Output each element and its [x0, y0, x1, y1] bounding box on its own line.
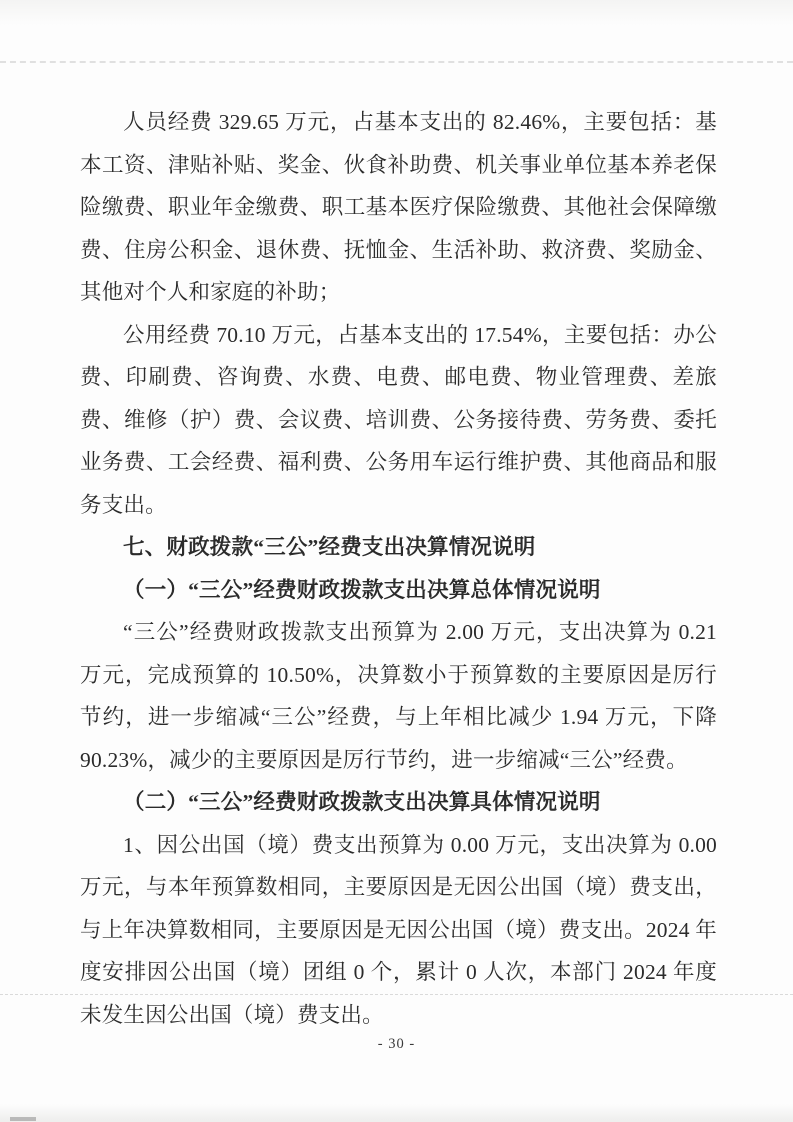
scan-artifact-bottom-band	[0, 1104, 793, 1122]
paragraph-sangong-overall: “三公”经费财政拨款支出预算为 2.00 万元，支出决算为 0.21 万元，完成预算的 10.50%，决算数小于预算数的主要原因是厉行节约，进一步缩减“三公”经费，与上年相比减少 1.94 万元，下降 90.23%，减少的主要原因是厉行节约，进一步缩减“三公”经费。	[80, 620, 717, 772]
scan-artifact-speck	[10, 1117, 36, 1121]
page-number: - 30 -	[377, 1036, 416, 1052]
document-content	[80, 101, 717, 1036]
heading-subsection-one-overall: （一）“三公”经费财政拨款支出决算总体情况说明	[123, 577, 601, 602]
scan-artifact-line-top	[0, 61, 793, 63]
paragraph-abroad-expense: 1、因公出国（境）费支出预算为 0.00 万元，支出决算为 0.00 万元，与本年预算数相同，主要原因是无因公出国（境）费支出，与上年决算数相同，主要原因是无因公出国（境）费支出。2024 年度安排因公出国（境）团组 0 个，累计 0 人次，本部门 2024 年度未发生因公出国（境）费支出。	[80, 832, 717, 1027]
paragraph-public-expense: 公用经费 70.10 万元，占基本支出的 17.54%，主要包括：办公费、印刷费、咨询费、水费、电费、邮电费、物业管理费、差旅费、维修（护）费、会议费、培训费、公务接待费、劳务费、委托业务费、工会经费、福利费、公务用车运行维护费、其他商品和服务支出。	[80, 322, 717, 517]
paragraph-personnel-expense: 人员经费 329.65 万元，占基本支出的 82.46%，主要包括：基本工资、津贴补贴、奖金、伙食补助费、机关事业单位基本养老保险缴费、职业年金缴费、职工基本医疗保险缴费、其他社会保障缴费、住房公积金、退休费、抚恤金、生活补助、救济费、奖励金、其他对个人和家庭的补助；	[80, 110, 717, 304]
heading-subsection-two-specific: （二）“三公”经费财政拨款支出决算具体情况说明	[123, 790, 601, 814]
scan-artifact-line-mid	[0, 994, 793, 995]
heading-section-seven-sangong: 七、财政拨款“三公”经费支出决算情况说明	[123, 535, 536, 559]
